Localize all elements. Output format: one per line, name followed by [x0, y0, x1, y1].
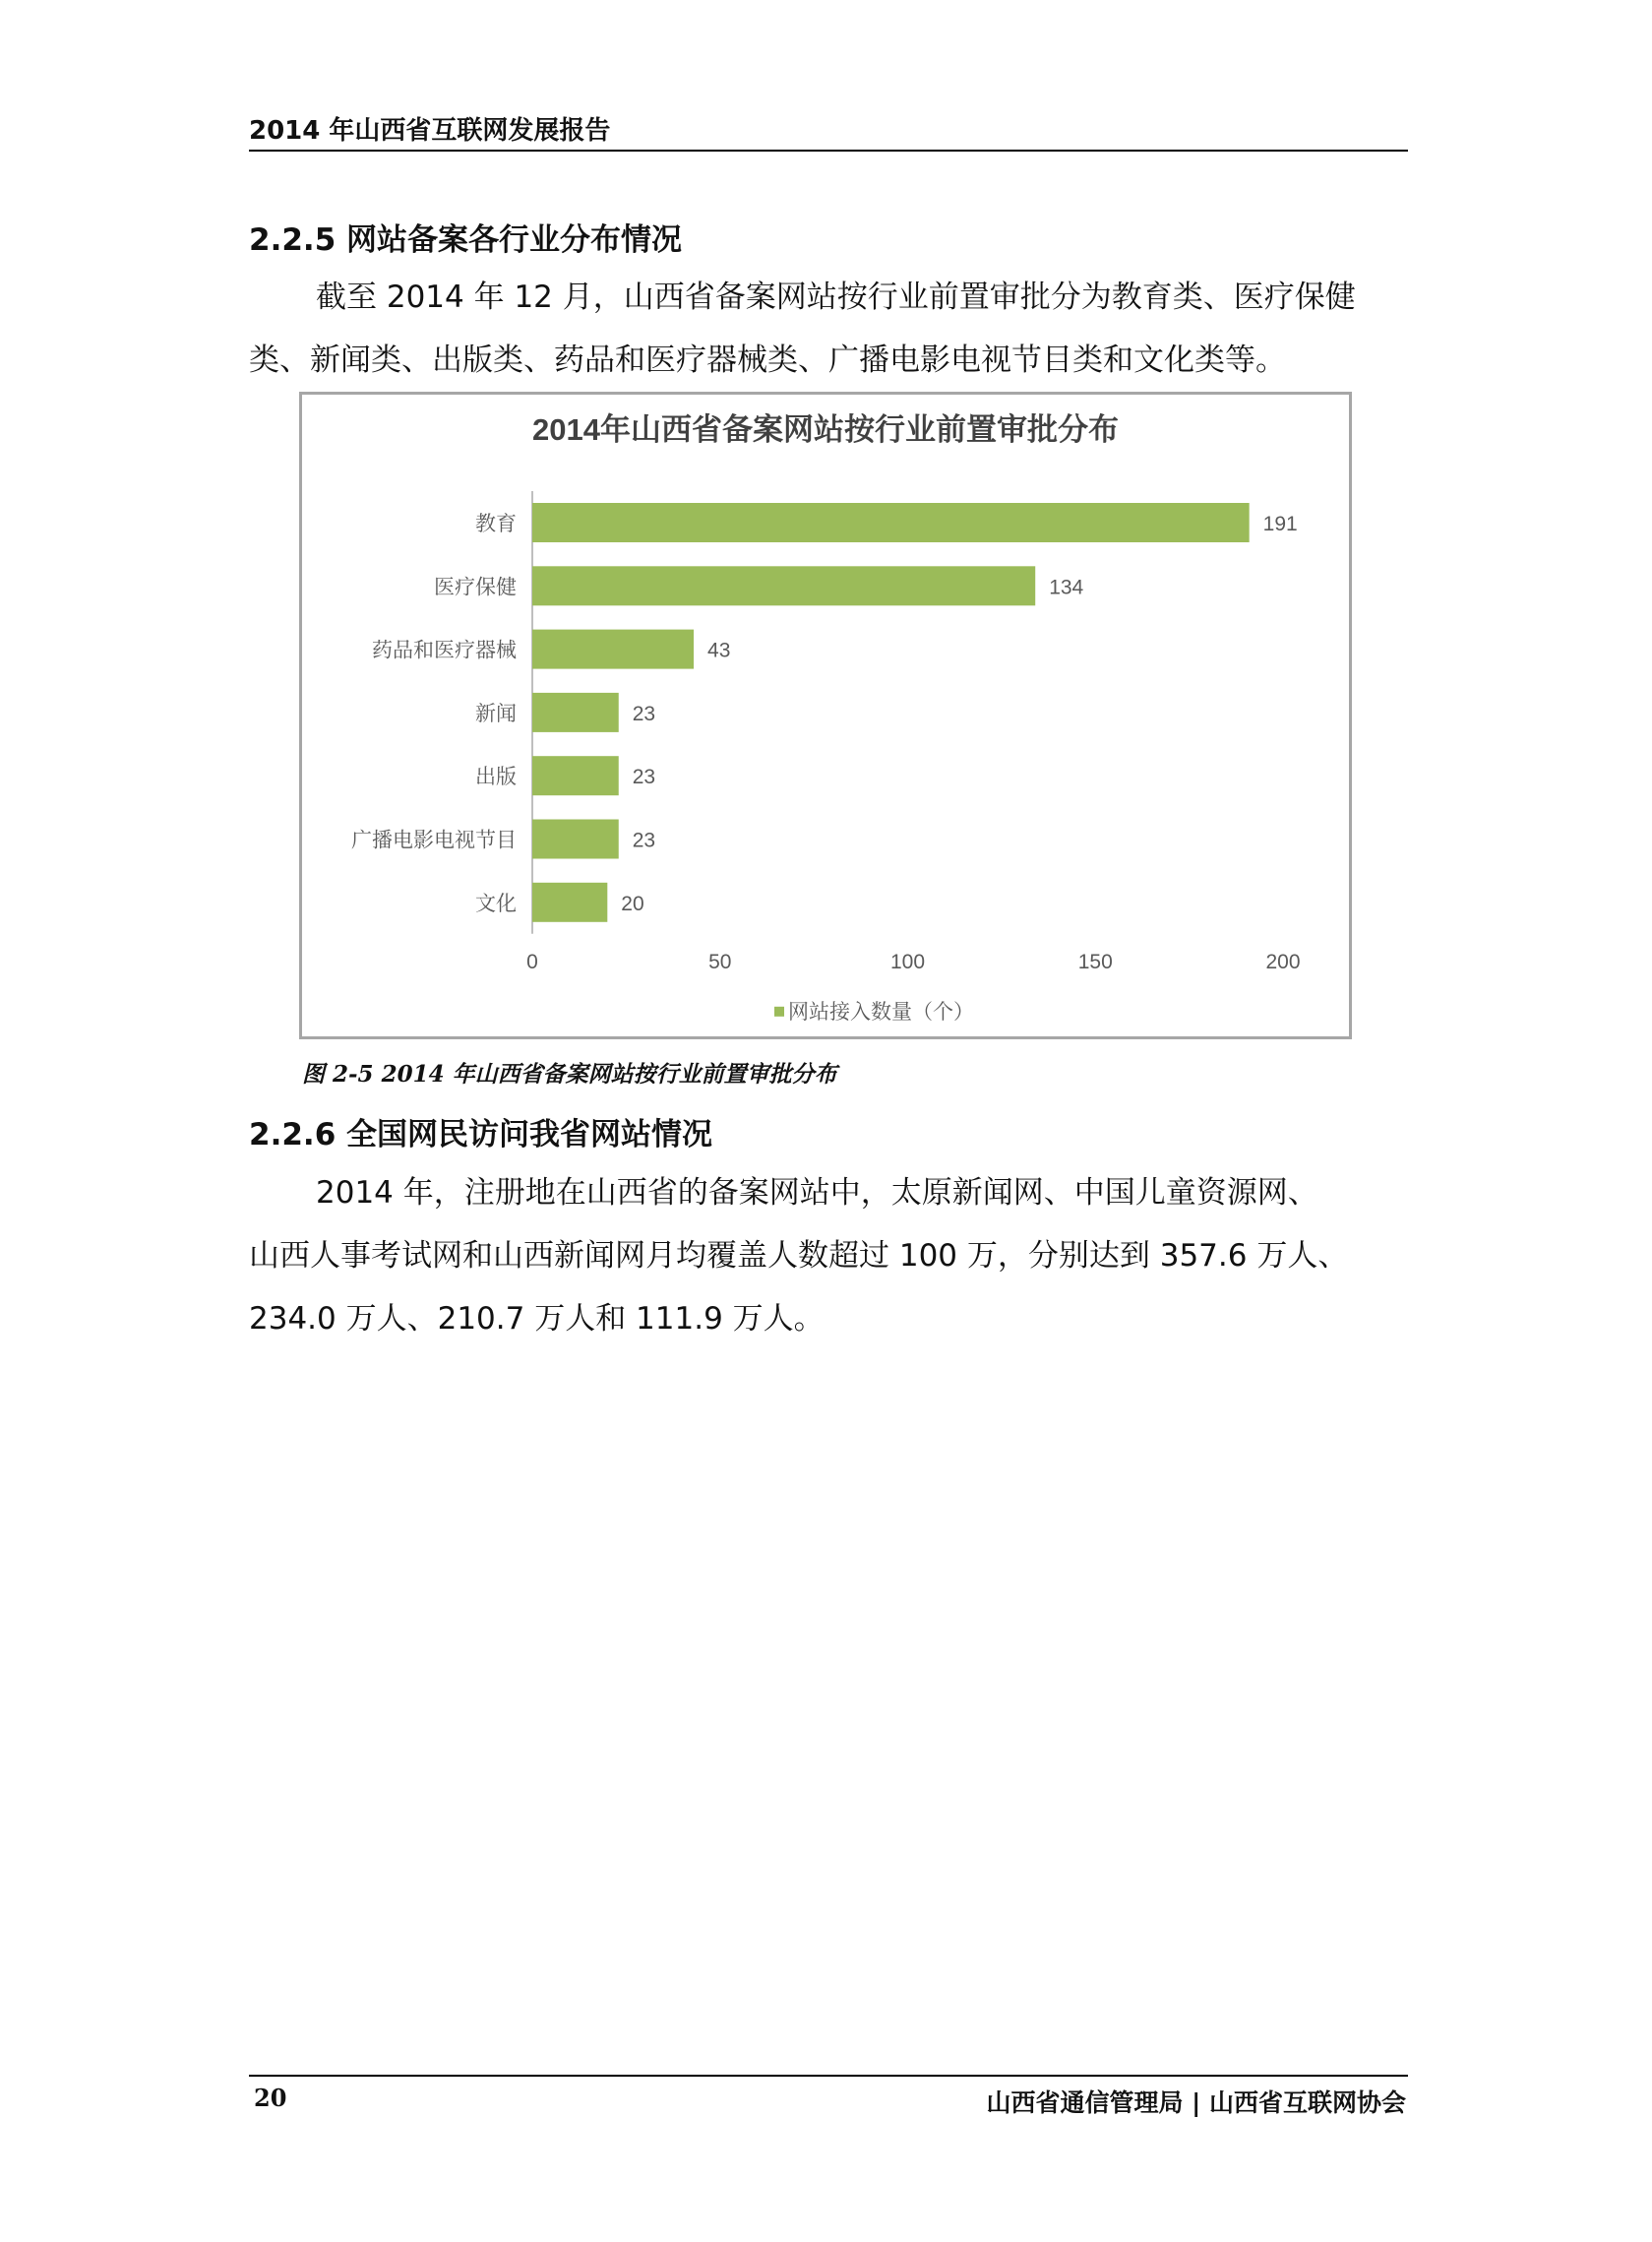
bar-chart-frame	[299, 392, 1352, 1039]
figure-caption: 图 2-5 2014 年山西省备案网站按行业前置审批分布	[302, 1061, 837, 1088]
x-tick-label: 100	[889, 950, 926, 973]
bar	[532, 820, 619, 859]
legend-label: 网站接入数量（个）	[788, 1000, 974, 1024]
legend-swatch	[774, 1007, 784, 1017]
section-2-2-6-paragraph	[249, 1161, 1408, 1350]
paragraph-line: 234.0 万人、210.7 万人和 111.9 万人。	[249, 1301, 825, 1337]
data-label: 134	[1049, 576, 1084, 599]
paragraph-line: 2014 年，注册地在山西省的备案网站中，太原新闻网、中国儿童资源网、	[316, 1175, 1318, 1211]
header-rule	[249, 150, 1408, 152]
bar	[532, 693, 619, 732]
category-label: 广播电影电视节目	[351, 829, 517, 852]
data-label: 23	[632, 766, 656, 789]
category-label: 文化	[475, 892, 517, 915]
data-label: 23	[632, 829, 656, 852]
section-heading-2-2-6: 2.2.6 全国网民访问我省网站情况	[249, 1117, 713, 1152]
x-tick-label: 50	[708, 950, 732, 973]
chart-title: 2014年山西省备案网站按行业前置审批分布	[532, 412, 1119, 447]
category-label: 新闻	[475, 702, 517, 725]
x-tick-label: 150	[1077, 950, 1113, 973]
paragraph-line: 山西人事考试网和山西新闻网月均覆盖人数超过 100 万，分别达到 357.6 万人、	[249, 1238, 1349, 1274]
category-label: 医疗保健	[434, 576, 517, 599]
paragraph-line: 类、新闻类、出版类、药品和医疗器械类、广播电影电视节目类和文化类等。	[249, 343, 1286, 378]
data-label: 191	[1262, 513, 1298, 535]
bar	[532, 630, 694, 669]
bar	[532, 883, 607, 922]
paragraph-line: 截至 2014 年 12 月，山西省备案网站按行业前置审批分为教育类、医疗保健	[316, 280, 1356, 315]
section-2-2-5-paragraph	[249, 266, 1408, 392]
bar	[532, 756, 619, 795]
section-heading-2-2-5: 2.2.5 网站备案各行业分布情况	[249, 222, 683, 258]
x-tick-label: 200	[1265, 950, 1301, 973]
running-header-title: 2014 年山西省互联网发展报告	[249, 116, 611, 146]
data-label: 43	[707, 639, 731, 662]
footer-organizations: 山西省通信管理局 | 山西省互联网协会	[986, 2088, 1406, 2117]
category-label: 教育	[475, 513, 517, 535]
data-label: 23	[632, 702, 656, 725]
bar-chart	[302, 395, 1349, 1036]
bar	[532, 503, 1250, 542]
page-number: 20	[254, 2084, 287, 2112]
category-label: 出版	[475, 766, 517, 789]
x-tick-label: 0	[526, 950, 538, 973]
category-label: 药品和医疗器械	[372, 639, 517, 662]
bar	[532, 566, 1035, 605]
footer-rule	[249, 2075, 1408, 2077]
data-label: 20	[621, 892, 644, 915]
